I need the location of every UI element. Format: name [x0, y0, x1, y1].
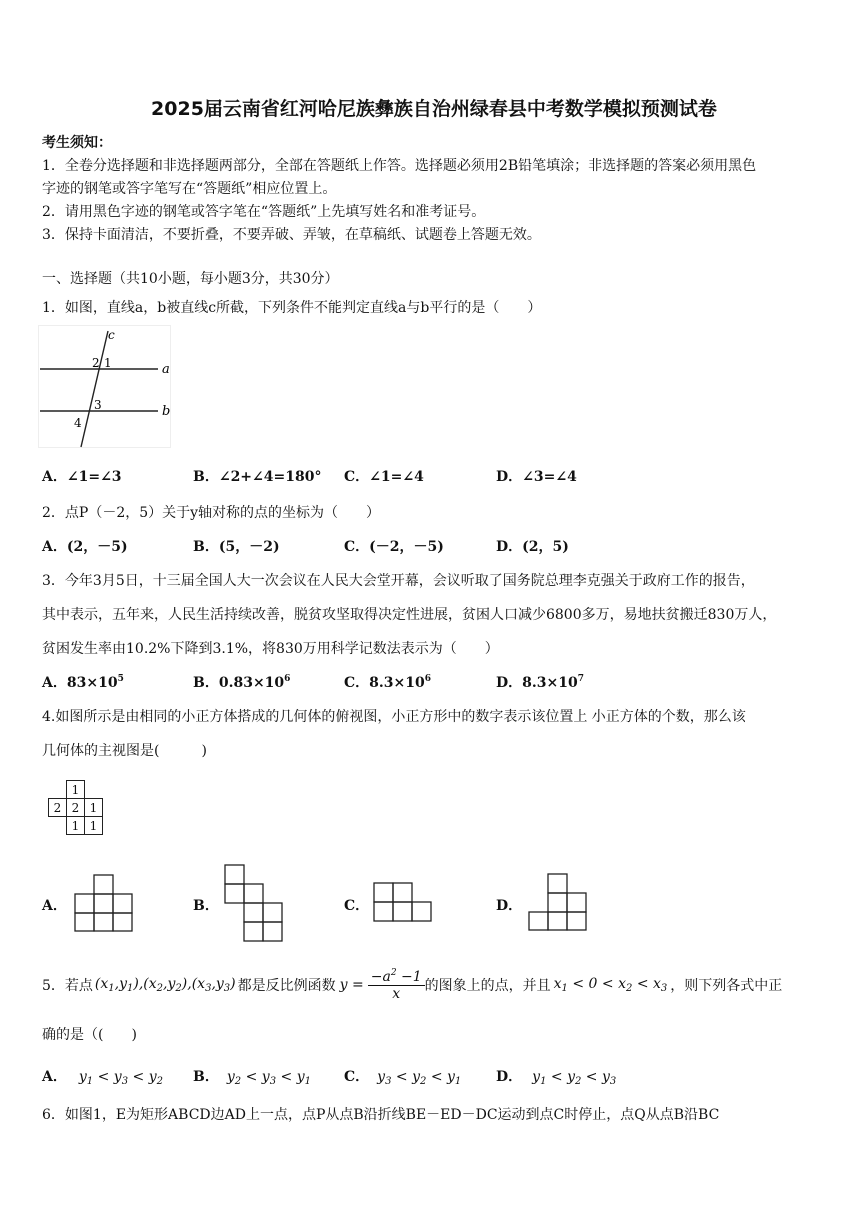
grid-cell: 2 [67, 799, 85, 817]
q4-figure-b [224, 864, 286, 942]
q3-option-b: B．$0.83\times 10^6$ [193, 674, 291, 691]
q2-option-c: C．(－2，－5) [344, 539, 444, 555]
q5-option-a: A． $y_1 < y_3 < y_2$ [42, 1069, 164, 1087]
q5-option-d: D． $y_1 < y_2 < y_3$ [496, 1069, 617, 1087]
q4-figure-d [528, 873, 588, 931]
q5-line-1: 5．若点 $(x_1,y_1),(x_2,y_2),(x_3,y_3)$ 都是反比例函数 y = $\frac{-a^2 -1}{x}$ 的图象上的点，并且 $x_1 < 0 < x_2 < x_3$ ，则下列各式中正 [42, 968, 783, 1002]
q1-figure [38, 325, 173, 450]
q1-option-c: C．∠1=∠4 [344, 469, 424, 485]
label-a: a [162, 362, 170, 377]
q4-option-a: A． [42, 898, 67, 914]
q2-option-b: B．(5，－2) [193, 539, 280, 555]
q5-option-c: C． $y_3 < y_2 < y_1$ [344, 1069, 462, 1087]
label-2: 2 [92, 356, 100, 370]
q5-option-b: B． $y_2 < y_3 < y_1$ [193, 1069, 311, 1087]
grid-cell: 1 [67, 817, 85, 835]
q3-line-3: 贫困发生率由10.2%下降到3.1%，将830万用科学记数法表示为（ ） [42, 641, 499, 657]
q4-line-2: 几何体的主视图是( ) [42, 743, 207, 759]
notice-heading: 考生须知： [42, 135, 112, 151]
q1-option-a: A．∠1=∠3 [42, 469, 122, 485]
grid-cell: 1 [67, 781, 85, 799]
notice-item-1: 1．全卷分选择题和非选择题两部分，全部在答题纸上作答。选择题必须用2B铅笔填涂；非选择题的答案必须用黑色 [42, 158, 757, 174]
label-3: 3 [94, 398, 102, 412]
q2-text: 2．点P（－2，5）关于y轴对称的点的坐标为（ ） [42, 505, 381, 521]
q4-figure-c [373, 882, 433, 922]
q1-option-b: B．∠2+∠4=180° [193, 469, 322, 485]
grid-cell: 1 [85, 817, 103, 835]
q3-line-2: 其中表示，五年来，人民生活持续改善，脱贫攻坚取得决定性进展，贫困人口减少6800多万，易地扶贫搬迁830万人， [42, 607, 777, 623]
q3-option-c: C．$8.3\times 10^6$ [344, 674, 431, 691]
q4-figure-a [74, 874, 134, 932]
label-b: b [162, 404, 171, 419]
notice-item-1-cont: 字迹的钢笔或答字笔写在“答题纸”相应位置上。 [42, 181, 337, 197]
q3-option-a: A．$83\times 10^5$ [42, 674, 124, 691]
page-title: 2025届云南省红河哈尼族彝族自治州绿春县中考数学模拟预测试卷 [151, 98, 717, 120]
q3-option-d: D．$8.3\times 10^7$ [496, 674, 584, 691]
line-c [81, 331, 108, 447]
notice-item-3: 3．保持卡面清洁，不要折叠，不要弄破、弄皱，在草稿纸、试题卷上答题无效。 [42, 227, 541, 243]
q5-line-2: 确的是（( ) [42, 1027, 137, 1043]
q1-option-d: D．∠3=∠4 [496, 469, 577, 485]
q2-option-a: A．(2，－5) [42, 539, 128, 555]
q4-option-b: B． [193, 898, 219, 914]
q2-option-d: D．(2，5) [496, 539, 569, 555]
label-4: 4 [74, 416, 82, 430]
label-1: 1 [104, 356, 112, 370]
section-heading: 一、选择题（共10小题，每小题3分，共30分） [42, 271, 339, 287]
grid-cell: 2 [49, 799, 67, 817]
label-c: c [108, 328, 115, 342]
q4-option-d: D． [496, 898, 523, 914]
q5-fraction: $\frac{-a^2 -1}{x}$ [368, 968, 425, 1002]
q4-top-view-grid [48, 780, 103, 835]
q4-line-1: 4.如图所示是由相同的小正方体搭成的几何体的俯视图，小正方形中的数字表示该位置上 小正方体的个数，那么该 [42, 709, 746, 725]
q4-option-c: C． [344, 898, 370, 914]
q1-text: 1．如图，直线a，b被直线c所截，下列条件不能判定直线a与b平行的是（ ） [42, 300, 542, 316]
q6-text: 6．如图1，E为矩形ABCD边AD上一点，点P从点B沿折线BE－ED－DC运动到点C时停止，点Q从点B沿BC [42, 1107, 720, 1123]
q3-line-1: 3．今年3月5日，十三届全国人大一次会议在人民大会堂开幕，会议听取了国务院总理李克强关于政府工作的报告， [42, 573, 755, 589]
grid-cell: 1 [85, 799, 103, 817]
notice-item-2: 2．请用黑色字迹的钢笔或答字笔在“答题纸”上先填写姓名和准考证号。 [42, 204, 486, 220]
